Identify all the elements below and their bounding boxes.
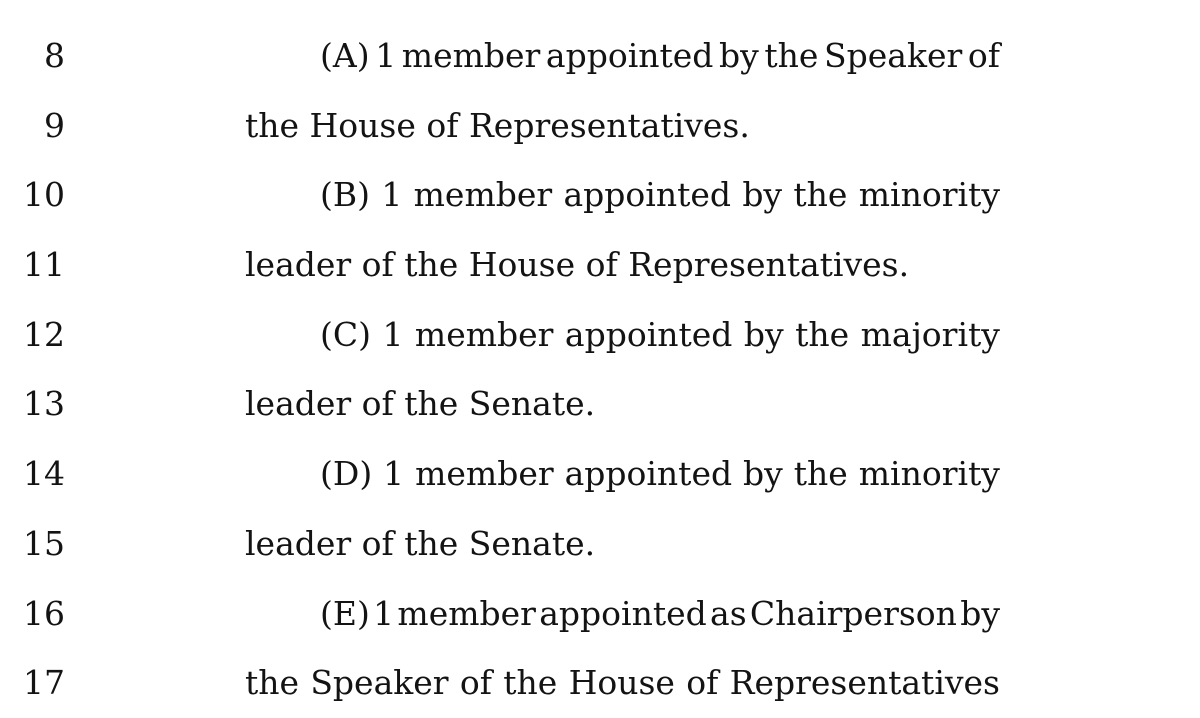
document-line (0, 230, 1200, 300)
line-text: leader of the Senate. (245, 384, 596, 424)
document-line (0, 300, 1200, 370)
line-text (245, 579, 1000, 649)
document-line (0, 509, 1200, 579)
line-number: 8 (44, 36, 65, 75)
line-text: leader of the House of Representatives. (245, 245, 910, 285)
line-number: 17 (23, 663, 65, 703)
line-word: the (764, 36, 819, 75)
line-word: member (401, 36, 541, 75)
line-word: 1 (381, 175, 403, 215)
document-line (0, 579, 1200, 649)
line-word: (B) (320, 175, 370, 215)
line-text (245, 648, 1000, 718)
line-word: by (719, 36, 759, 75)
line-word: Speaker (310, 663, 449, 703)
line-word: member (414, 314, 554, 354)
line-text (245, 439, 1000, 509)
line-word: appointed (539, 593, 707, 633)
document-line (0, 369, 1200, 439)
document-line (0, 439, 1200, 509)
line-word: appointed (564, 314, 733, 354)
line-word: minority (858, 175, 1000, 215)
line-text: leader of the Senate. (245, 523, 596, 563)
line-word: 1 (383, 454, 405, 494)
line-text (245, 160, 1000, 230)
line-word: 1 (375, 36, 397, 75)
line-text (245, 300, 1000, 370)
line-word: minority (858, 454, 1000, 494)
line-word: by (960, 593, 1000, 633)
line-word: as (710, 593, 747, 633)
line-word: of (686, 663, 719, 703)
line-word: by (742, 175, 783, 215)
line-number: 10 (23, 175, 65, 215)
line-number: 12 (23, 314, 65, 354)
line-word: Representatives (729, 663, 1000, 703)
line-word: the (503, 663, 558, 703)
line-word: appointed (545, 36, 714, 75)
line-number: 13 (23, 384, 65, 424)
line-number: 14 (23, 454, 65, 494)
line-number: 9 (44, 105, 65, 145)
line-word: the (793, 175, 848, 215)
line-word: appointed (563, 175, 731, 215)
line-word: the (793, 454, 848, 494)
line-word: by (743, 454, 783, 494)
line-word: appointed (564, 454, 733, 494)
line-word: of (459, 663, 492, 703)
line-word: (D) (320, 454, 373, 494)
line-word: the (795, 314, 850, 354)
line-word: by (743, 314, 784, 354)
document-line (0, 160, 1200, 230)
line-word: (A) (320, 36, 370, 75)
line-word: member (415, 454, 554, 494)
line-word: of (967, 36, 1000, 75)
line-word: (C) (320, 314, 371, 354)
line-number: 11 (23, 245, 65, 285)
line-word: member (413, 175, 553, 215)
line-number: 15 (23, 523, 65, 563)
line-word: Speaker (824, 36, 963, 75)
line-word: House (568, 663, 675, 703)
line-number: 16 (23, 593, 65, 633)
document-line (0, 648, 1200, 718)
line-word: (E) (320, 593, 370, 633)
line-word: Chairperson (749, 593, 957, 633)
line-text (245, 21, 1000, 91)
line-word: 1 (373, 593, 395, 633)
line-text: the House of Representatives. (245, 105, 750, 145)
document-line (0, 91, 1200, 161)
line-word: the (245, 663, 300, 703)
line-word: majority (860, 314, 1000, 354)
line-word: 1 (382, 314, 404, 354)
document-line (0, 21, 1200, 91)
line-word: member (397, 593, 536, 633)
